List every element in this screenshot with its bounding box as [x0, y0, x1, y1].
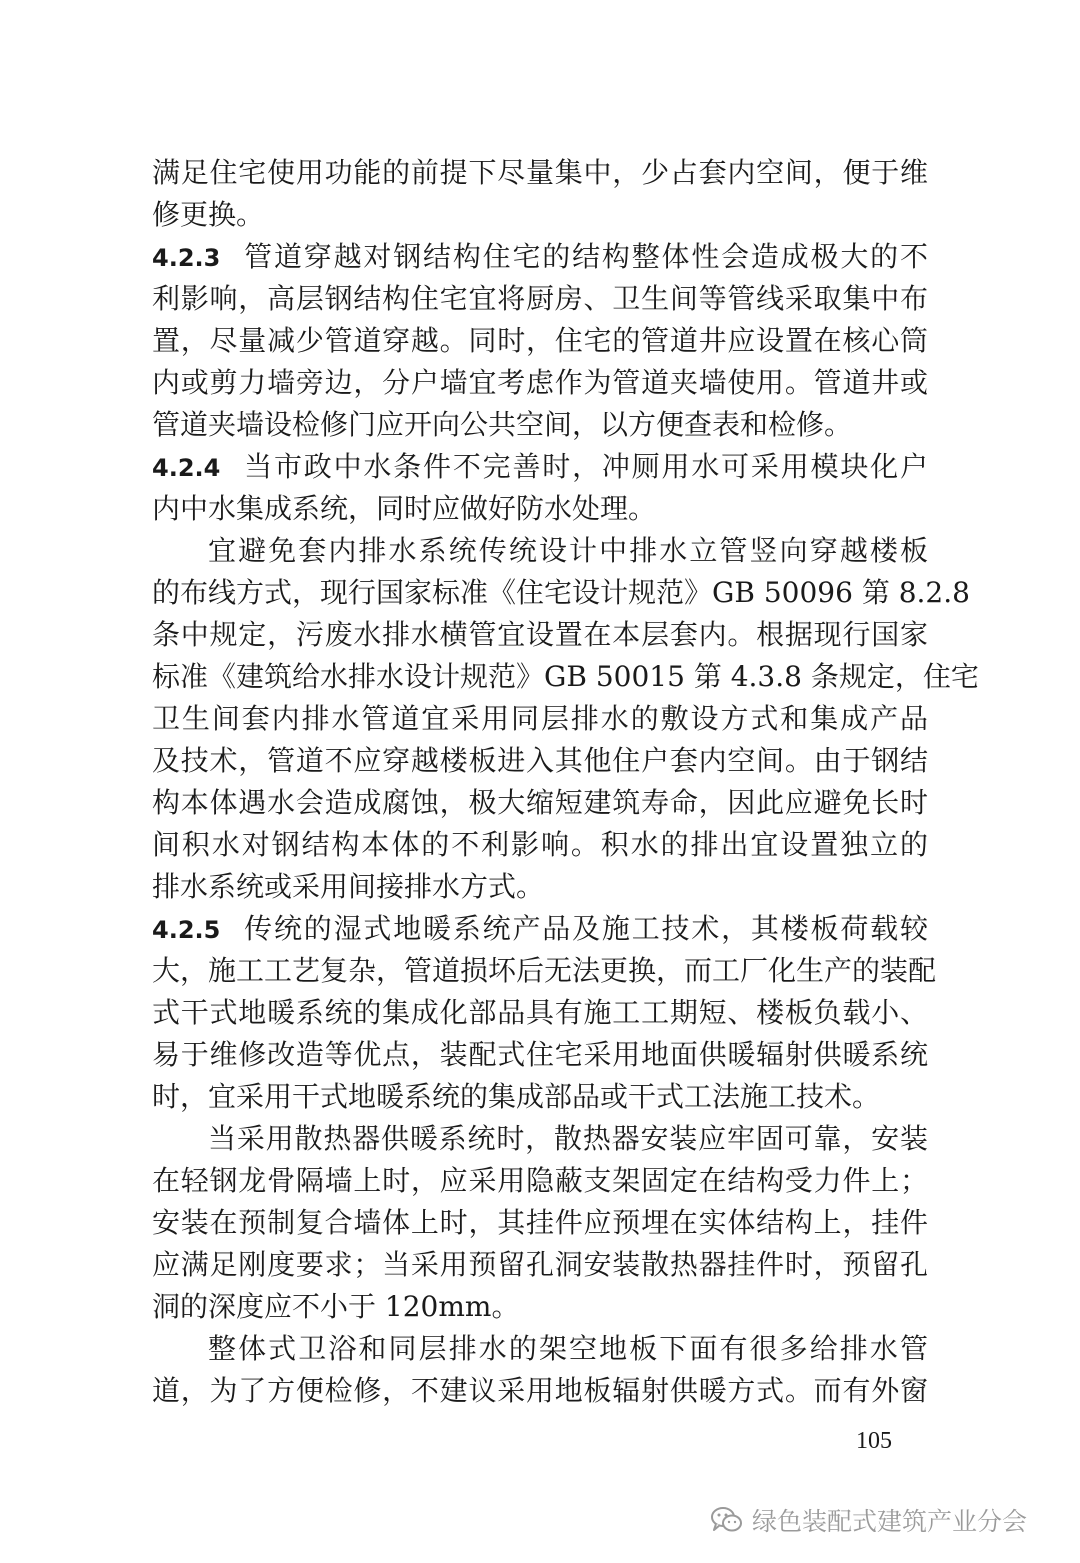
- wechat-icon: [710, 1505, 744, 1535]
- text-line: [152, 698, 928, 740]
- line-text: 利影响，高层钢结构住宅宜将厨房、卫生间等管线采取集中布: [152, 282, 928, 315]
- text-line: [152, 824, 928, 866]
- watermark: [710, 1500, 1027, 1540]
- text-line: [152, 614, 928, 656]
- text-line: [152, 1118, 928, 1160]
- section-number: 4.2.5: [152, 916, 221, 944]
- text-line: [152, 572, 970, 614]
- text-line: [152, 1160, 928, 1202]
- line-text: 整体式卫浴和同层排水的架空地板下面有很多给排水管: [208, 1332, 928, 1365]
- text-line: [152, 1034, 928, 1076]
- line-text: 式干式地暖系统的集成化部品具有施工工期短、楼板负载小、: [152, 996, 928, 1029]
- section-number: 4.2.3: [152, 244, 221, 272]
- line-text: 易于维修改造等优点，装配式住宅采用地面供暖辐射供暖系统: [152, 1038, 928, 1071]
- line-text: 宜避免套内排水系统传统设计中排水立管竖向穿越楼板: [208, 534, 928, 567]
- text-line: [152, 362, 928, 404]
- text-line: [152, 278, 928, 320]
- line-text: 排水系统或采用间接排水方式。: [152, 870, 545, 903]
- line-text: 安装在预制复合墙体上时，其挂件应预埋在实体结构上，挂件: [152, 1206, 928, 1239]
- section-heading-line: [152, 446, 928, 488]
- line-text: 当采用散热器供暖系统时，散热器安装应牢固可靠，安装: [208, 1122, 928, 1155]
- document-body: [152, 152, 979, 1412]
- line-text: 应满足刚度要求；当采用预留孔洞安装散热器挂件时，预留孔: [152, 1248, 928, 1281]
- line-text: 时，宜采用干式地暖系统的集成部品或干式工法施工技术。: [152, 1080, 881, 1113]
- text-line: [152, 782, 928, 824]
- text-line: [152, 320, 928, 362]
- text-line: [152, 992, 928, 1034]
- section-heading-line: [152, 236, 928, 278]
- line-text: 道，为了方便检修，不建议采用地板辐射供暖方式。而有外窗: [152, 1374, 928, 1407]
- text-line: [152, 1286, 928, 1328]
- text-line: [152, 152, 928, 194]
- text-line: [152, 1244, 928, 1286]
- text-line: [152, 530, 928, 572]
- line-text: 洞的深度应不小于 120mm。: [152, 1290, 520, 1323]
- line-text: 在轻钢龙骨隔墙上时，应采用隐蔽支架固定在结构受力件上；: [152, 1164, 928, 1197]
- line-text: 条中规定，污废水排水横管宜设置在本层套内。根据现行国家: [152, 618, 928, 651]
- line-text: 当市政中水条件不完善时，冲厕用水可采用模块化户: [242, 450, 928, 483]
- text-line: [152, 1202, 928, 1244]
- line-text: 满足住宅使用功能的前提下尽量集中，少占套内空间，便于维: [152, 156, 928, 189]
- text-line: [152, 950, 937, 992]
- line-text: 的布线方式，现行国家标准《住宅设计规范》GB 50096 第 8.2.8: [152, 576, 970, 609]
- line-text: 置，尽量减少管道穿越。同时，住宅的管道井应设置在核心筒: [152, 324, 928, 357]
- text-line: [152, 1370, 928, 1412]
- text-line: [152, 740, 928, 782]
- line-text: 内中水集成系统，同时应做好防水处理。: [152, 492, 657, 525]
- line-text: 间积水对钢结构本体的不利影响。积水的排出宜设置独立的: [152, 828, 928, 861]
- line-text: 卫生间套内排水管道宜采用同层排水的敷设方式和集成产品: [152, 702, 928, 735]
- line-text: 及技术，管道不应穿越楼板进入其他住户套内空间。由于钢结: [152, 744, 928, 777]
- line-text: 管道穿越对钢结构住宅的结构整体性会造成极大的不: [242, 240, 928, 273]
- section-number: 4.2.4: [152, 454, 221, 482]
- line-text: 内或剪力墙旁边，分户墙宜考虑作为管道夹墙使用。管道井或: [152, 366, 928, 399]
- line-text: 构本体遇水会造成腐蚀，极大缩短建筑寿命，因此应避免长时: [152, 786, 928, 819]
- text-line: [152, 194, 928, 236]
- text-line: [152, 1328, 928, 1370]
- text-line: [152, 404, 928, 446]
- watermark-text: 绿色装配式建筑产业分会: [752, 1507, 1028, 1536]
- section-heading-line: [152, 908, 928, 950]
- line-text: 标准《建筑给水排水设计规范》GB 50015 第 4.3.8 条规定，住宅: [152, 660, 979, 693]
- text-line: [152, 656, 979, 698]
- line-text: 管道夹墙设检修门应开向公共空间，以方便查表和检修。: [152, 408, 853, 441]
- text-line: [152, 866, 928, 908]
- text-line: [152, 488, 928, 530]
- line-text: 大，施工工艺复杂，管道损坏后无法更换，而工厂化生产的装配: [152, 954, 937, 987]
- page-number: 105: [856, 1428, 892, 1454]
- text-line: [152, 1076, 928, 1118]
- line-text: 修更换。: [152, 198, 265, 231]
- line-text: 传统的湿式地暖系统产品及施工技术，其楼板荷载较: [242, 912, 928, 945]
